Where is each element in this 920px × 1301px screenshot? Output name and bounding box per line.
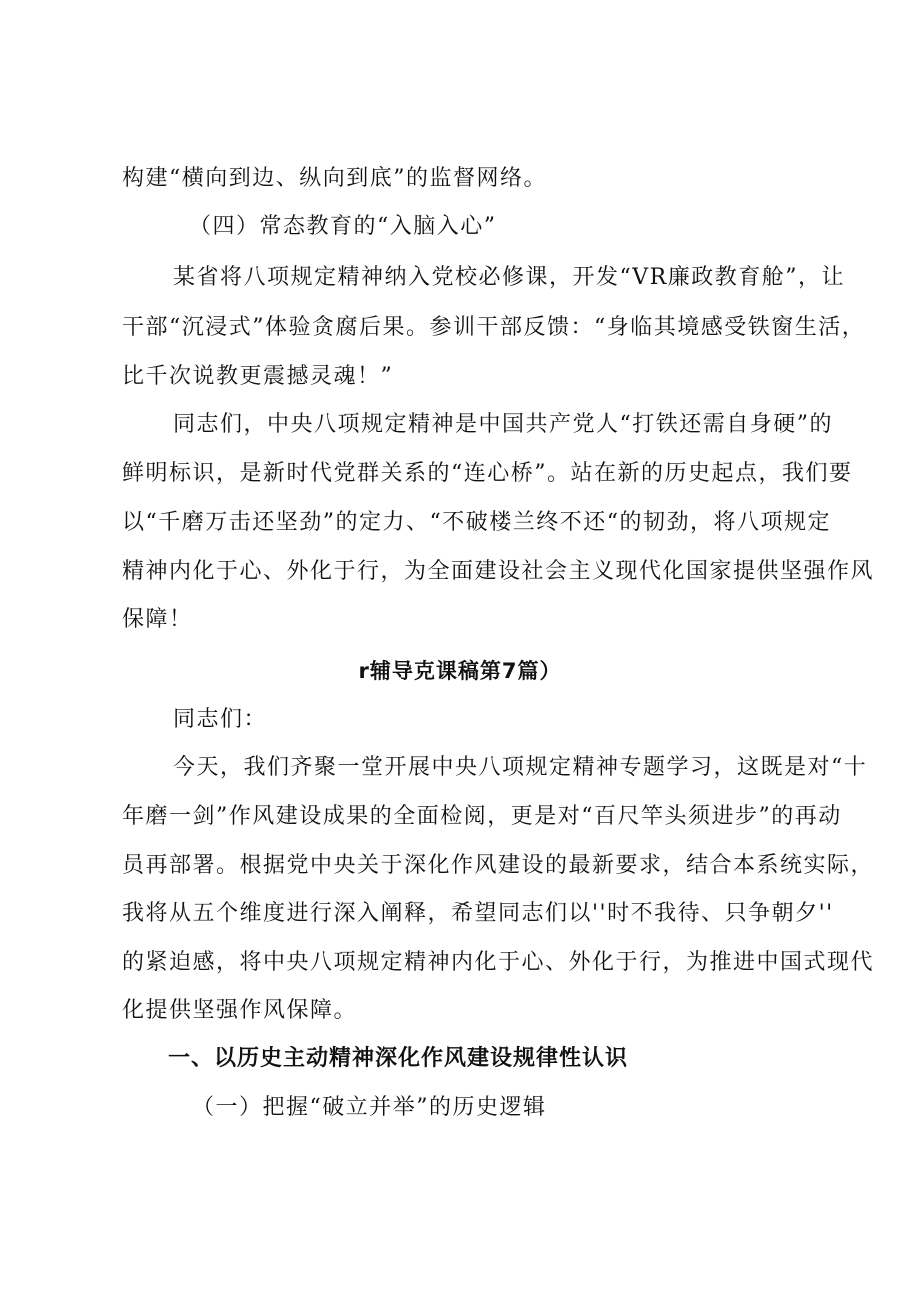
text-line: 比千次说教更震撼灵魂！” [122,364,394,389]
heading-one: 一、以历史主动精神深化作风建设规律性认识 [168,1046,629,1071]
text-line: 同志们，中央八项规定精神是中国共产党人“打铁还需自身硬”的 [173,412,833,437]
text-line: 今天，我们齐聚一堂开展中央八项规定精神专题学习，这既是对“十 [173,755,868,780]
text-line: 的紧迫感，将中央八项规定精神内化于心、外化于行，为推进中国式现代 [122,950,875,975]
text-line: 精神内化于心、外化于行，为全面建设社会主义现代化国家提供坚强作风 [122,559,875,584]
text-line: 年磨一剑”作风建设成果的全面检阅，更是对“百尺竿头须进步”的再动 [122,804,842,829]
text-line: 某省将八项规定精神纳入党校必修课，开发“VR廉政教育舱”，让 [173,265,845,290]
text-line: 鲜明标识，是新时代党群关系的“连心桥”。站在新的历史起点，我们要 [122,461,853,486]
section-title: r辅导克课稿第7篇） [358,659,562,683]
text-line: 化提供坚强作风保障。 [122,998,358,1023]
text-line: 保障！ [122,607,193,632]
text-line: 我将从五个维度进行深入阐释，希望同志们以''时不我待、只争朝夕'' [122,901,834,926]
text-line: 员再部署。根据党中央关于深化作风建设的最新要求，结合本系统实际， [122,853,875,878]
subheading-one: （一）把握“破立并举”的历史逻辑 [192,1095,547,1120]
subheading-four: （四）常态教育的“入脑入心” [189,214,497,239]
text-line: 以“千磨万击还坚劲”的定力、“不破楼兰终不还“的韧劲，将八项规定 [122,510,831,535]
salutation: 同志们： [173,707,268,732]
text-line: 干部“沉浸式”体验贪腐后果。参训干部反馈：“身临其境感受铁窗生活， [122,315,866,340]
text-line: 构建“横向到边、纵向到底”的监督网络。 [122,166,547,191]
